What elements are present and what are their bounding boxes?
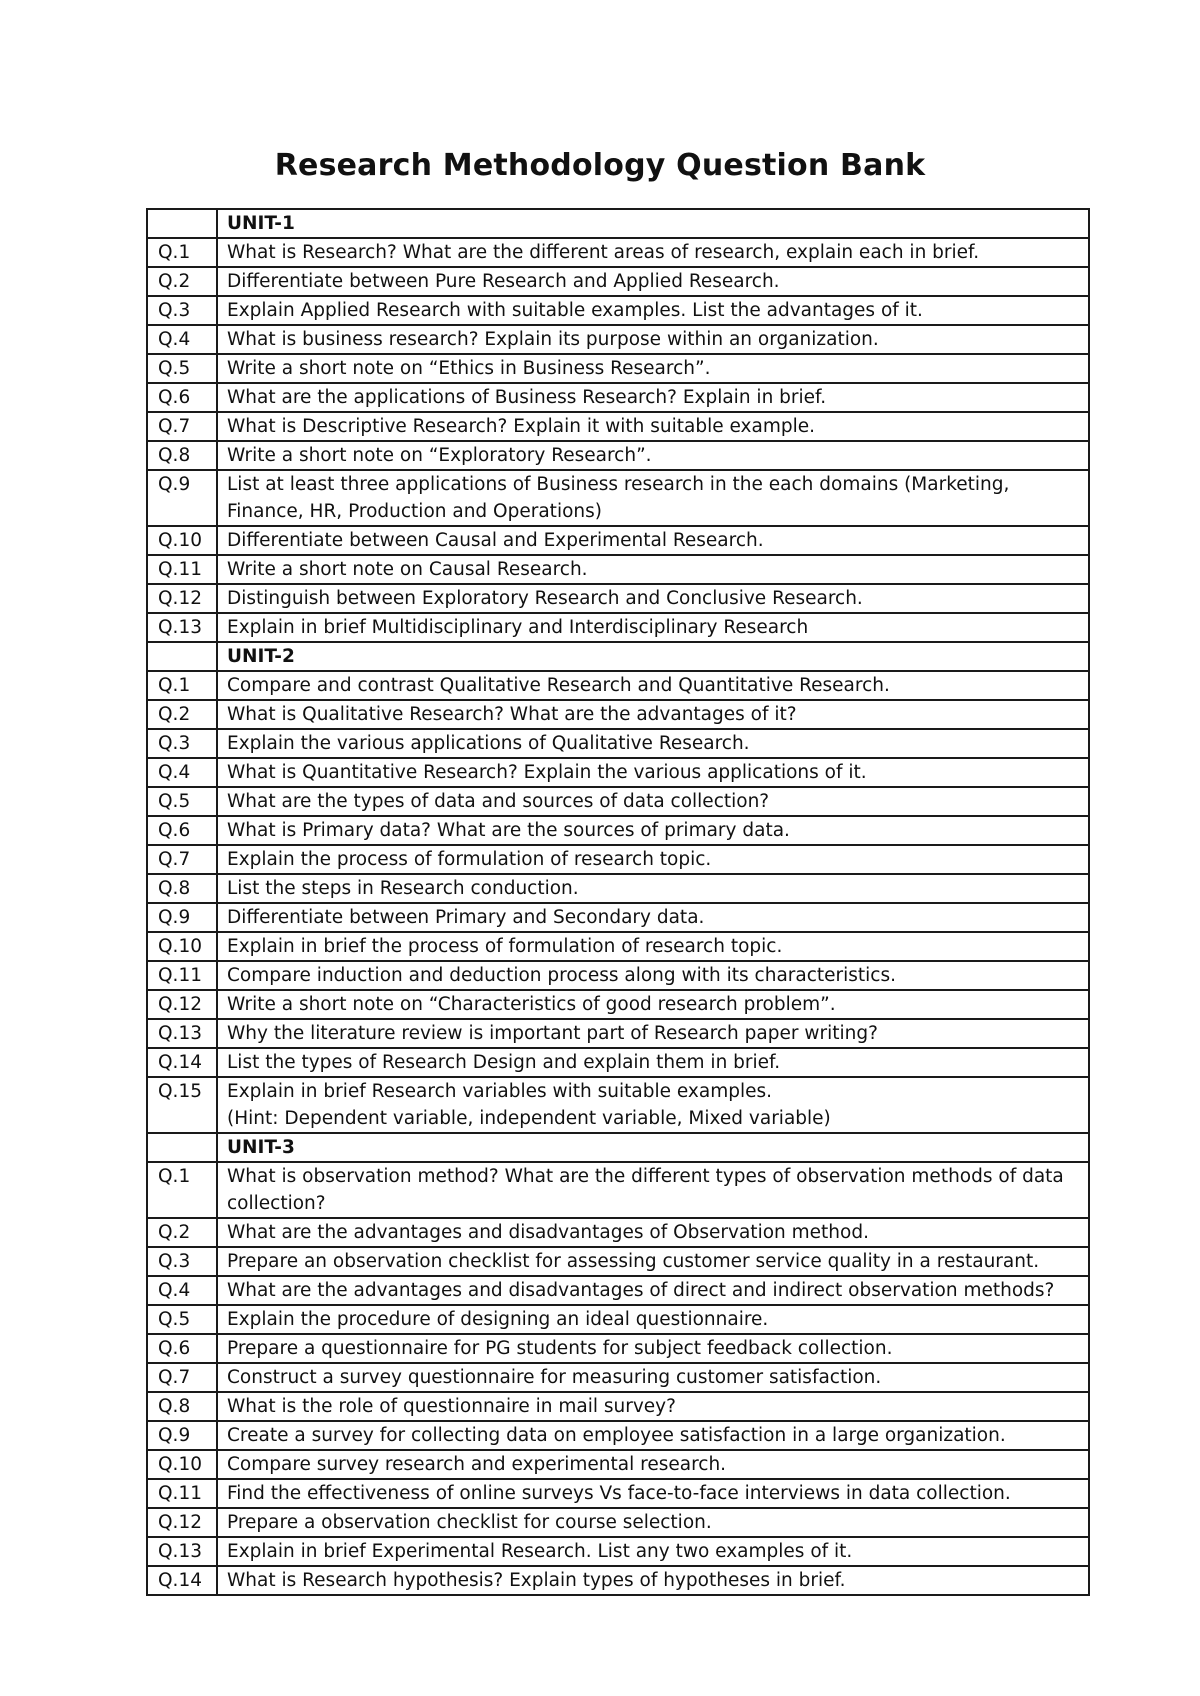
question-number: Q.4 — [147, 325, 217, 354]
question-text: Explain Applied Research with suitable examples. List the advantages of it. — [217, 296, 1089, 325]
question-number: Q.1 — [147, 238, 217, 267]
question-row — [147, 354, 1089, 383]
question-row — [147, 1334, 1089, 1363]
question-text: Explain the process of formulation of research topic. — [217, 845, 1089, 874]
question-row — [147, 1218, 1089, 1247]
question-text: What is Qualitative Research? What are the advantages of it? — [217, 700, 1089, 729]
unit-title: UNIT-1 — [217, 209, 1089, 238]
question-number: Q.6 — [147, 383, 217, 412]
unit-title: UNIT-3 — [217, 1133, 1089, 1162]
question-text: Prepare a questionnaire for PG students for subject feedback collection. — [217, 1334, 1089, 1363]
question-number: Q.13 — [147, 613, 217, 642]
question-number: Q.6 — [147, 1334, 217, 1363]
question-row — [147, 526, 1089, 555]
question-number: Q.5 — [147, 787, 217, 816]
question-text: Why the literature review is important part of Research paper writing? — [217, 1019, 1089, 1048]
question-text: Write a short note on Causal Research. — [217, 555, 1089, 584]
question-row — [147, 1247, 1089, 1276]
question-number: Q.13 — [147, 1019, 217, 1048]
question-row — [147, 990, 1089, 1019]
question-number — [147, 209, 217, 238]
question-row — [147, 1537, 1089, 1566]
question-number: Q.3 — [147, 296, 217, 325]
question-text: List the types of Research Design and explain them in brief. — [217, 1048, 1089, 1077]
question-row — [147, 325, 1089, 354]
question-number: Q.9 — [147, 1421, 217, 1450]
question-number: Q.3 — [147, 1247, 217, 1276]
question-text: Write a short note on “Ethics in Business Research”. — [217, 354, 1089, 383]
question-number: Q.8 — [147, 1392, 217, 1421]
question-text: What are the advantages and disadvantages of Observation method. — [217, 1218, 1089, 1247]
question-text-line: Explain in brief Research variables with suitable examples. — [227, 1081, 773, 1102]
question-text: What are the advantages and disadvantages of direct and indirect observation methods? — [217, 1276, 1089, 1305]
question-row — [147, 412, 1089, 441]
question-number: Q.3 — [147, 729, 217, 758]
question-number: Q.14 — [147, 1566, 217, 1595]
question-row — [147, 1421, 1089, 1450]
question-text: Explain the procedure of designing an ideal questionnaire. — [217, 1305, 1089, 1334]
question-row — [147, 961, 1089, 990]
question-text: Prepare an observation checklist for assessing customer service quality in a restaurant. — [217, 1247, 1089, 1276]
question-table — [146, 208, 1090, 1596]
question-text: Create a survey for collecting data on employee satisfaction in a large organization. — [217, 1421, 1089, 1450]
question-text: Construct a survey questionnaire for measuring customer satisfaction. — [217, 1363, 1089, 1392]
question-row — [147, 874, 1089, 903]
question-number: Q.12 — [147, 584, 217, 613]
question-text: What is the role of questionnaire in mail survey? — [217, 1392, 1089, 1421]
question-number: Q.1 — [147, 671, 217, 700]
question-text: Explain in brief Multidisciplinary and Interdisciplinary Research — [217, 613, 1089, 642]
question-number: Q.8 — [147, 874, 217, 903]
question-text: What are the applications of Business Research? Explain in brief. — [217, 383, 1089, 412]
question-number: Q.4 — [147, 758, 217, 787]
question-row — [147, 296, 1089, 325]
question-text: Explain the various applications of Qualitative Research. — [217, 729, 1089, 758]
question-number: Q.7 — [147, 845, 217, 874]
question-row — [147, 1077, 1089, 1133]
question-row — [147, 1276, 1089, 1305]
question-number: Q.9 — [147, 903, 217, 932]
question-text: Find the effectiveness of online surveys Vs face-to-face interviews in data collection. — [217, 1479, 1089, 1508]
question-row — [147, 441, 1089, 470]
question-number: Q.5 — [147, 354, 217, 383]
question-number — [147, 1133, 217, 1162]
question-text: Compare and contrast Qualitative Research and Quantitative Research. — [217, 671, 1089, 700]
page-title: Research Methodology Question Bank — [274, 148, 926, 183]
question-row — [147, 1508, 1089, 1537]
question-text: Compare survey research and experimental research. — [217, 1450, 1089, 1479]
question-text: What is Research? What are the different areas of research, explain each in brief. — [217, 238, 1089, 267]
question-row — [147, 470, 1089, 526]
question-number — [147, 642, 217, 671]
question-row — [147, 1048, 1089, 1077]
question-row — [147, 729, 1089, 758]
question-number: Q.8 — [147, 441, 217, 470]
question-text: Write a short note on “Exploratory Research”. — [217, 441, 1089, 470]
unit-header-row — [147, 1133, 1089, 1162]
question-number: Q.15 — [147, 1077, 217, 1133]
question-text: Explain in brief the process of formulation of research topic. — [217, 932, 1089, 961]
question-row — [147, 1363, 1089, 1392]
question-number: Q.12 — [147, 990, 217, 1019]
question-text: Differentiate between Causal and Experimental Research. — [217, 526, 1089, 555]
question-row — [147, 267, 1089, 296]
question-row — [147, 1019, 1089, 1048]
question-row — [147, 700, 1089, 729]
question-row — [147, 1566, 1089, 1595]
question-text: What is Research hypothesis? Explain types of hypotheses in brief. — [217, 1566, 1089, 1595]
question-row — [147, 816, 1089, 845]
question-row — [147, 1162, 1089, 1218]
question-number: Q.2 — [147, 700, 217, 729]
question-text: Distinguish between Exploratory Research and Conclusive Research. — [217, 584, 1089, 613]
question-number: Q.6 — [147, 816, 217, 845]
question-number: Q.10 — [147, 526, 217, 555]
question-number: Q.10 — [147, 932, 217, 961]
question-text: Prepare a observation checklist for course selection. — [217, 1508, 1089, 1537]
unit-title: UNIT-2 — [217, 642, 1089, 671]
question-number: Q.11 — [147, 961, 217, 990]
question-text: What is Descriptive Research? Explain it with suitable example. — [217, 412, 1089, 441]
question-number: Q.10 — [147, 1450, 217, 1479]
question-row — [147, 671, 1089, 700]
question-text: Explain in brief Experimental Research. List any two examples of it. — [217, 1537, 1089, 1566]
question-row — [147, 845, 1089, 874]
question-row — [147, 758, 1089, 787]
question-row — [147, 238, 1089, 267]
question-row — [147, 584, 1089, 613]
question-number: Q.5 — [147, 1305, 217, 1334]
question-text: List the steps in Research conduction. — [217, 874, 1089, 903]
question-text: What is Primary data? What are the sources of primary data. — [217, 816, 1089, 845]
question-hint-line: (Hint: Dependent variable, independent variable, Mixed variable) — [227, 1108, 831, 1129]
question-number: Q.13 — [147, 1537, 217, 1566]
question-row — [147, 787, 1089, 816]
question-number: Q.11 — [147, 555, 217, 584]
question-number: Q.1 — [147, 1162, 217, 1218]
question-row — [147, 1305, 1089, 1334]
question-number: Q.14 — [147, 1048, 217, 1077]
question-number: Q.2 — [147, 1218, 217, 1247]
question-number: Q.9 — [147, 470, 217, 526]
question-row — [147, 1392, 1089, 1421]
question-row — [147, 613, 1089, 642]
question-text: Differentiate between Pure Research and Applied Research. — [217, 267, 1089, 296]
question-number: Q.7 — [147, 412, 217, 441]
question-text: What is business research? Explain its purpose within an organization. — [217, 325, 1089, 354]
question-text: Write a short note on “Characteristics of good research problem”. — [217, 990, 1089, 1019]
question-text — [217, 1077, 1089, 1133]
question-number: Q.12 — [147, 1508, 217, 1537]
question-number: Q.2 — [147, 267, 217, 296]
question-row — [147, 1450, 1089, 1479]
unit-header-row — [147, 209, 1089, 238]
question-number: Q.7 — [147, 1363, 217, 1392]
question-row — [147, 555, 1089, 584]
question-text: What is Quantitative Research? Explain the various applications of it. — [217, 758, 1089, 787]
question-text: What is observation method? What are the different types of observation methods of data collection? — [217, 1162, 1089, 1218]
question-text: Compare induction and deduction process along with its characteristics. — [217, 961, 1089, 990]
question-text: Differentiate between Primary and Secondary data. — [217, 903, 1089, 932]
question-row — [147, 383, 1089, 412]
question-row — [147, 1479, 1089, 1508]
question-table-body — [147, 209, 1089, 1595]
question-row — [147, 903, 1089, 932]
question-text: List at least three applications of Business research in the each domains (Marketing, Finance, HR, Production and Operations) — [217, 470, 1089, 526]
question-text: What are the types of data and sources of data collection? — [217, 787, 1089, 816]
question-number: Q.4 — [147, 1276, 217, 1305]
unit-header-row — [147, 642, 1089, 671]
question-number: Q.11 — [147, 1479, 217, 1508]
question-row — [147, 932, 1089, 961]
